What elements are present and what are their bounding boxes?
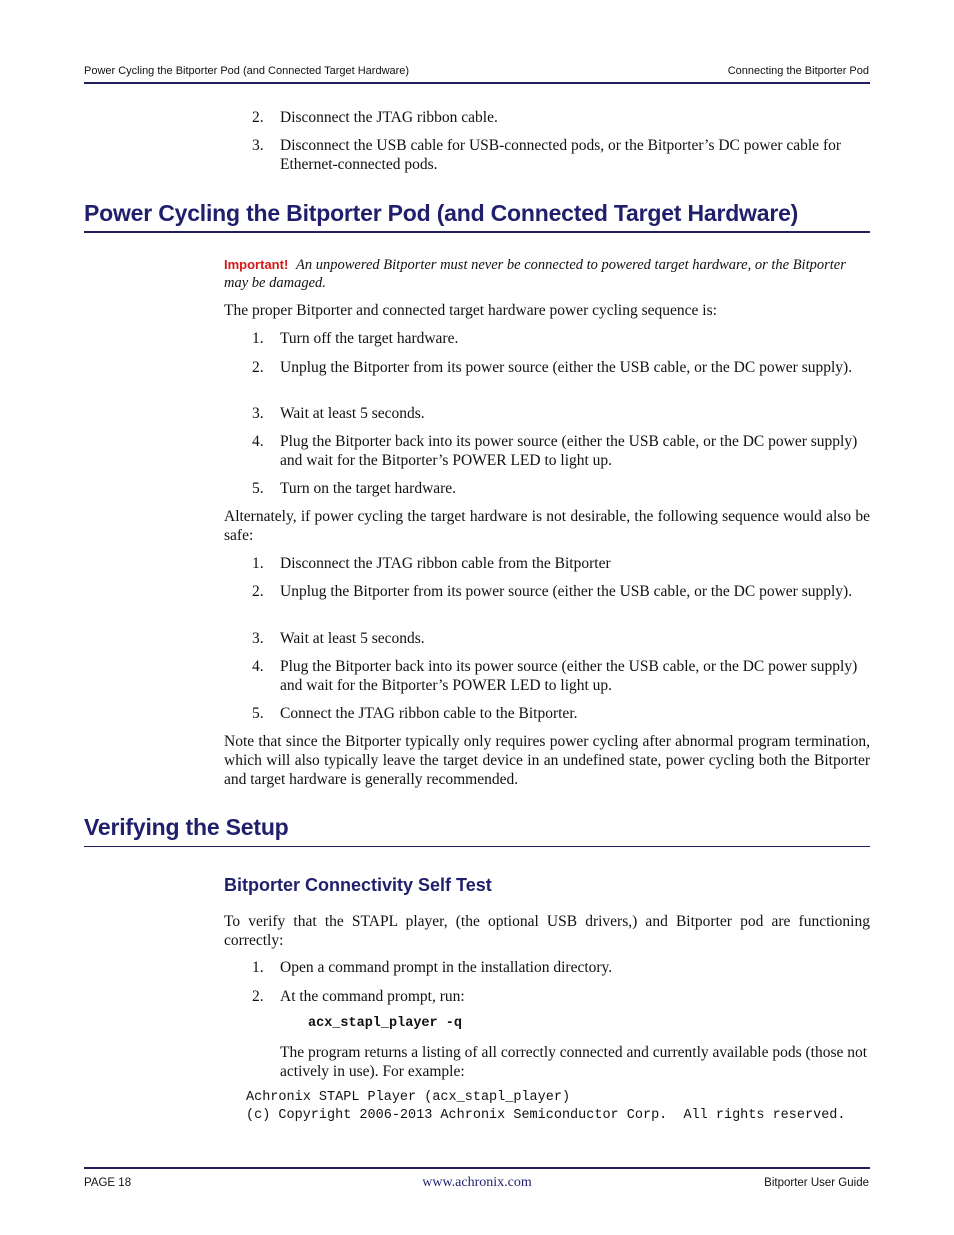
important-label: Important!	[224, 257, 289, 272]
important-note	[224, 256, 870, 292]
document-page: Power Cycling the Bitporter Pod (and Connected Target Hardware) Connecting the Bitporter Pod 2. Disconnect the JTAG ribbon cable. 3. Disconnect the USB cable for USB-connected pods, or the Bitporter’s DC power cable for Ethernet-connected pods. Power Cycling the Bitporter Pod (and Connected Target Hardware) Important! An unpowered Bitporter must never be connected to powered target hardware, or the Bitporter may be damaged. The proper Bitporter and connected target hardware power cycling sequence is: 1. Turn off the target hardware. 2. Unplug the Bitporter from its power source (either the USB cable, or the DC power supply). 3. Wait at least 5 seconds. 4. Plug the Bitporter back into its power source (either the USB cable, or the DC power supply) and wait for the Bitporter’s POWER LED to light up. 5. Turn on the target hardware. Alternately, if power cycling the target hardware is not desirable, the following sequence would also be safe: 1. Disconnect the JTAG ribbon cable from the Bitporter 2. Unplug the Bitporter from its power source (either the USB cable, or the DC power supply). 3. Wait at least 5 seconds. 4. Plug the Bitporter back into its power source (either the USB cable, or the DC power supply) and wait for the Bitporter’s POWER LED to light up. 5. Connect the JTAG ribbon cable to the Bitporter. Note that since the Bitporter typically only requires power cycling after abnormal program termination, which will also typically leave the target device in an undefined state, power cycling both the Bitporter and target hardware is generally recommended. Verifying the Setup Bitporter Connectivity Self Test To verify that the STAPL player, (the optional USB drivers,) and Bitporter pod are functioning correctly: 1. Open a command prompt in the installation directory. 2. At the command prompt, run: acx_stapl_player -q The program returns a listing of all correctly connected and currently available pods (those not actively in use). For example: Achronix STAPL Player (acx_stapl_player) (c) Copyright 2006-2013 Achronix Semiconductor Corp. All rights reserved. PAGE 18 www.achronix.com Bitporter User Guide	[0, 0, 954, 1235]
code-line: Achronix STAPL Player (acx_stapl_player)	[246, 1090, 571, 1105]
section-rule	[84, 846, 870, 847]
subsection-heading: Bitporter Connectivity Self Test	[224, 875, 492, 895]
section-heading-verifying-setup: Verifying the Setup	[84, 814, 289, 840]
paragraph: The program returns a listing of all correctly connected and currently available pods (those not actively in use). For example:	[280, 1044, 868, 1080]
footer-url-link[interactable]: www.achronix.com	[422, 1175, 532, 1190]
paragraph: The proper Bitporter and connected target hardware power cycling sequence is:	[224, 302, 717, 319]
paragraph: Note that since the Bitporter typically only requires power cycling after abnormal program termination, which will also typically leave the target device in an undefined state, power cycling both the Bitporter and target hardware is generally recommended.	[224, 733, 870, 788]
important-text: An unpowered Bitporter must never be connected to powered target hardware, or the Bitporter may be damaged.	[224, 257, 846, 291]
section-rule	[84, 231, 870, 233]
running-header-left: Power Cycling the Bitporter Pod (and Connected Target Hardware)	[84, 65, 410, 77]
page-number: PAGE 18	[84, 1177, 132, 1189]
command-text: acx_stapl_player -q	[308, 1016, 462, 1031]
code-line: (c) Copyright 2006-2013 Achronix Semiconductor Corp. All rights reserved.	[246, 1108, 846, 1123]
paragraph: Alternately, if power cycling the target hardware is not desirable, the following sequence would also be safe:	[224, 508, 870, 544]
footer-doc-title: Bitporter User Guide	[764, 1177, 869, 1189]
footer-rule	[84, 1167, 870, 1169]
header-rule	[84, 82, 870, 84]
paragraph: To verify that the STAPL player, (the optional USB drivers,) and Bitporter pod are functioning correctly:	[224, 913, 870, 949]
running-header-right: Connecting the Bitporter Pod	[727, 65, 869, 77]
section-heading-power-cycling: Power Cycling the Bitporter Pod (and Connected Target Hardware)	[84, 200, 799, 226]
